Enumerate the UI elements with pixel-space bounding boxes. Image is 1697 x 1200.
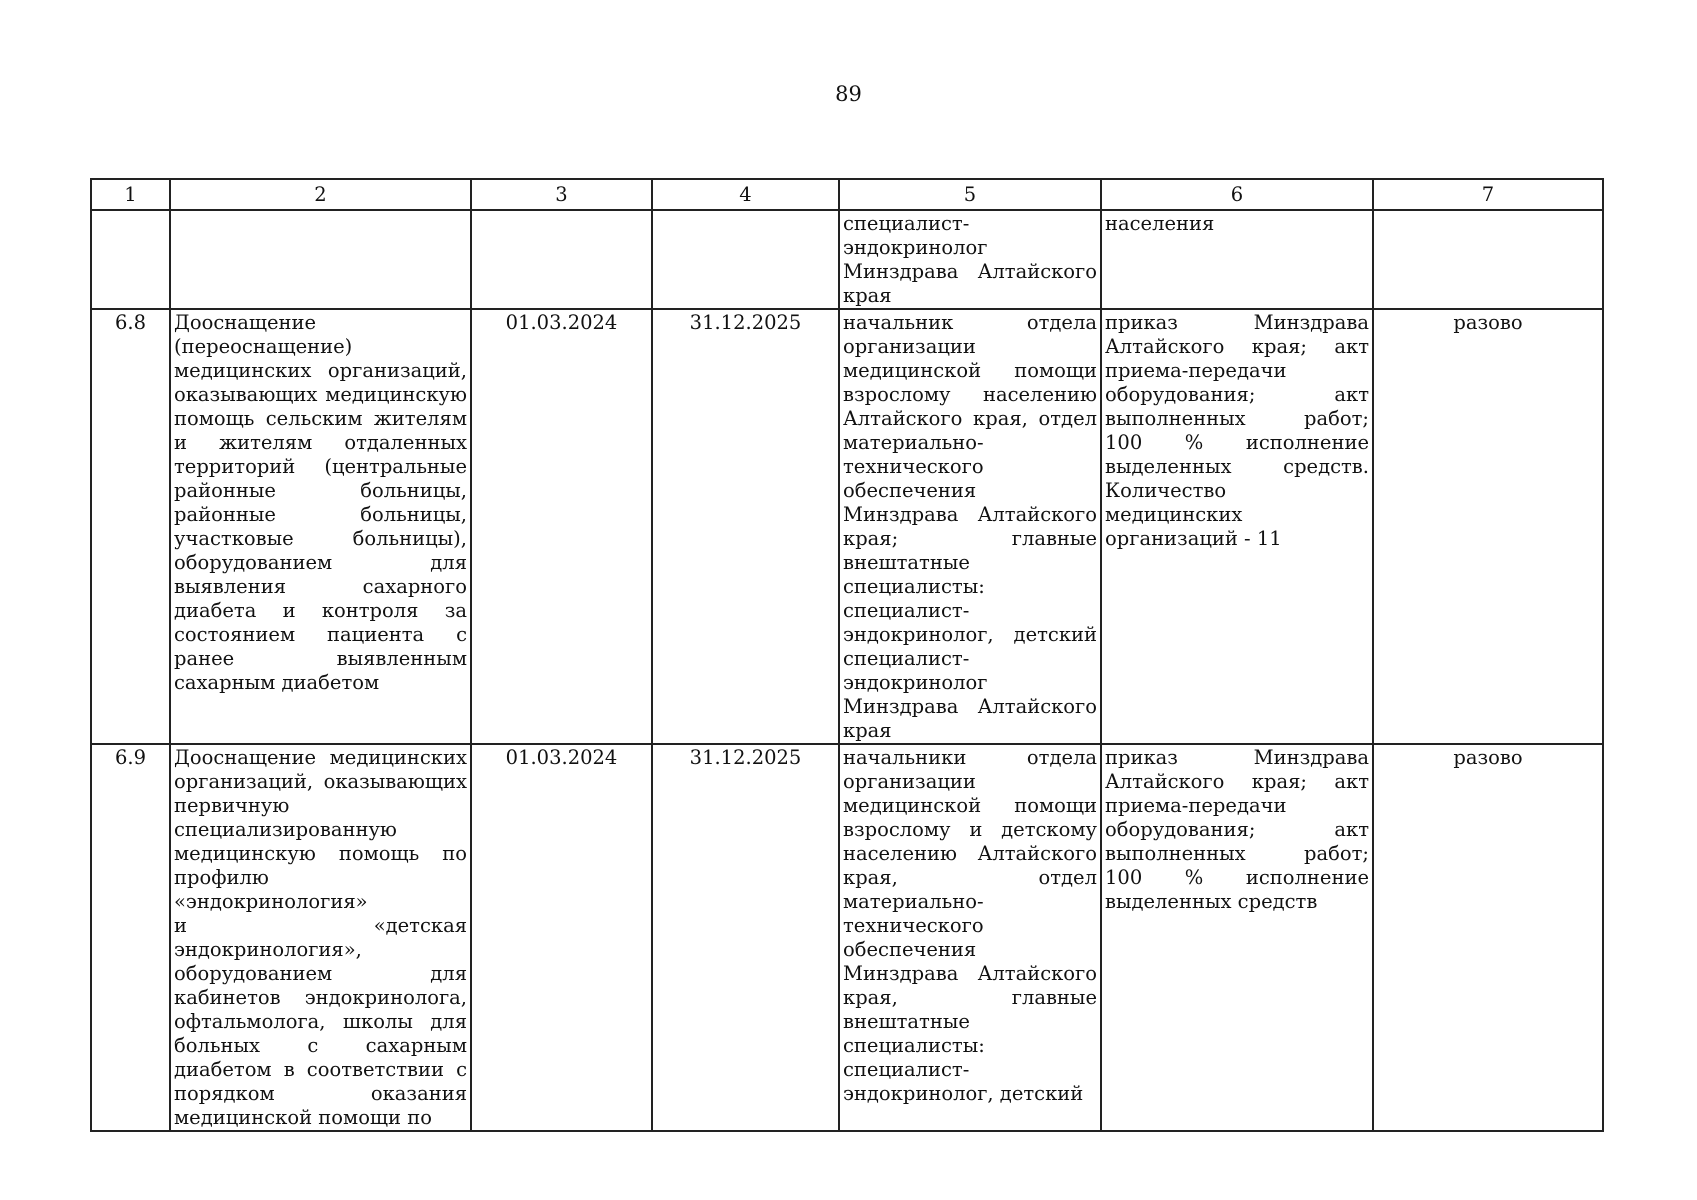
column-header-6: 6 [1101, 179, 1373, 210]
text-line: участковые больницы), [174, 527, 467, 550]
text-line: приема-передачи [1105, 359, 1287, 382]
text-line: взрослому населению [843, 383, 1097, 406]
text-line: Минздрава Алтайского [843, 260, 1097, 283]
text-line: Дооснащение [174, 311, 317, 334]
text-line: организации [843, 335, 976, 358]
text-line: населению Алтайского [843, 842, 1097, 865]
text-line: внештатные [843, 1010, 970, 1033]
text-line: медицинскую помощь по [174, 842, 467, 865]
text-line: выявления сахарного [174, 575, 467, 598]
text-line: оборудованием для [174, 551, 467, 574]
text-line: приказ Минздрава [1105, 311, 1369, 334]
text-line: диабета и контроля за [174, 599, 467, 622]
column-header-4: 4 [652, 179, 839, 210]
text-line: края [843, 284, 892, 307]
text-line: Алтайского края; акт [1105, 770, 1369, 793]
page-number: 89 [835, 82, 862, 106]
text-line: Алтайского края; акт [1105, 335, 1369, 358]
column-header-2: 2 [170, 179, 471, 210]
text-line: первичную [174, 794, 290, 817]
text-line: территорий (центральные [174, 455, 467, 478]
start-date-cell: 01.03.2024 [471, 744, 652, 1131]
text-line: состоянием пациента с [174, 623, 467, 646]
responsible-cell [839, 744, 1101, 1131]
text-line: начальник отдела [843, 311, 1097, 334]
text-line: сахарным диабетом [174, 671, 380, 694]
item-name-cell [170, 309, 471, 744]
text-line: технического [843, 455, 984, 478]
text-line: обеспечения [843, 938, 977, 961]
text-line: специализированную [174, 818, 397, 841]
column-header-1: 1 [91, 179, 170, 210]
text-line: (переоснащение) [174, 335, 353, 358]
text-line: профилю «эндокринология» [174, 866, 368, 913]
text-line: Количество [1105, 479, 1227, 502]
text-line: и жителям отдаленных [174, 431, 467, 454]
text-line: края; главные [843, 527, 1097, 550]
text-line: оборудования; акт [1105, 383, 1369, 406]
text-line: районные больницы, [174, 479, 467, 502]
text-line: населения [1105, 212, 1215, 235]
text-line: кабинетов эндокринолога, [174, 986, 467, 1009]
text-line: медицинских [1105, 503, 1243, 526]
text-line: выделенных средств [1105, 890, 1318, 913]
item-name-cell [170, 744, 471, 1131]
table-row [91, 210, 1603, 309]
text-line: порядком оказания [174, 1082, 467, 1105]
periodicity-cell: разово [1373, 744, 1603, 1131]
text-line: Минздрава Алтайского [843, 695, 1097, 718]
text-line: помощь сельским жителям [174, 407, 467, 430]
text-line: Минздрава Алтайского [843, 503, 1097, 526]
result-cell [1101, 744, 1373, 1131]
start-date-cell: 01.03.2024 [471, 309, 652, 744]
column-header-5: 5 [839, 179, 1101, 210]
text-line: специалист- [843, 599, 970, 622]
text-line: начальники отдела [843, 746, 1097, 769]
item-number-cell: 6.8 [91, 309, 170, 744]
text-line: медицинской помощи [843, 794, 1097, 817]
text-line: края [843, 719, 892, 742]
text-line: приема-передачи [1105, 794, 1287, 817]
table-row [91, 309, 1603, 744]
text-line: Минздрава Алтайского [843, 962, 1097, 985]
periodicity-cell [1373, 210, 1603, 309]
header-row [91, 179, 1603, 210]
text-line: офтальмолога, школы для [174, 1010, 467, 1033]
text-line: материально- [843, 431, 984, 454]
text-line: выполненных работ; [1105, 842, 1369, 865]
text-line: взрослому и детскому [843, 818, 1097, 841]
end-date-cell: 31.12.2025 [652, 309, 839, 744]
text-line: эндокринолог [843, 236, 988, 259]
text-line: края, главные [843, 986, 1097, 1009]
text-line: организаций, оказывающих [174, 770, 467, 793]
text-line: диабетом в соответствии с [174, 1058, 467, 1081]
text-line: обеспечения [843, 479, 977, 502]
text-line: организации [843, 770, 976, 793]
text-line: выделенных средств. [1105, 455, 1369, 478]
text-line: районные больницы, [174, 503, 467, 526]
periodicity-cell: разово [1373, 309, 1603, 744]
text-line: медицинской помощи [843, 359, 1097, 382]
text-line: Алтайского края, отдел [843, 407, 1097, 430]
text-line: ранее выявленным [174, 647, 467, 670]
text-line: эндокринолог, детский [843, 623, 1097, 646]
item-name-cell [170, 210, 471, 309]
text-line: выполненных работ; [1105, 407, 1369, 430]
text-line: внештатные [843, 551, 970, 574]
item-number-cell [91, 210, 170, 309]
table-row [91, 744, 1603, 1131]
text-line: больных с сахарным [174, 1034, 467, 1057]
text-line: оборудования; акт [1105, 818, 1369, 841]
end-date-cell [652, 210, 839, 309]
text-line: оказывающих медицинскую [174, 383, 467, 406]
text-line: края, отдел [843, 866, 1097, 889]
text-line: эндокринолог [843, 671, 988, 694]
column-header-7: 7 [1373, 179, 1603, 210]
text-line: медицинских организаций, [174, 359, 467, 382]
end-date-cell: 31.12.2025 [652, 744, 839, 1131]
text-line: 100 % исполнение [1105, 866, 1369, 889]
text-line: эндокринология», [174, 938, 362, 961]
text-line: специалист- [843, 1058, 970, 1081]
plan-table [90, 178, 1604, 1132]
text-line: организаций - 11 [1105, 527, 1282, 550]
text-line: специалист- [843, 212, 970, 235]
text-line: специалист- [843, 647, 970, 670]
text-line: приказ Минздрава [1105, 746, 1369, 769]
text-line: 100 % исполнение [1105, 431, 1369, 454]
text-line: материально- [843, 890, 984, 913]
start-date-cell [471, 210, 652, 309]
text-line: специалисты: [843, 1034, 985, 1057]
result-cell [1101, 210, 1373, 309]
text-line: оборудованием для [174, 962, 467, 985]
result-cell [1101, 309, 1373, 744]
item-number-cell: 6.9 [91, 744, 170, 1131]
text-line: и «детская [174, 914, 467, 937]
text-line: технического [843, 914, 984, 937]
text-line: Дооснащение медицинских [174, 746, 467, 769]
text-line: медицинской помощи по [174, 1106, 432, 1129]
column-header-3: 3 [471, 179, 652, 210]
responsible-cell [839, 309, 1101, 744]
responsible-cell [839, 210, 1101, 309]
text-line: специалисты: [843, 575, 985, 598]
text-line: эндокринолог, детский [843, 1082, 1084, 1105]
